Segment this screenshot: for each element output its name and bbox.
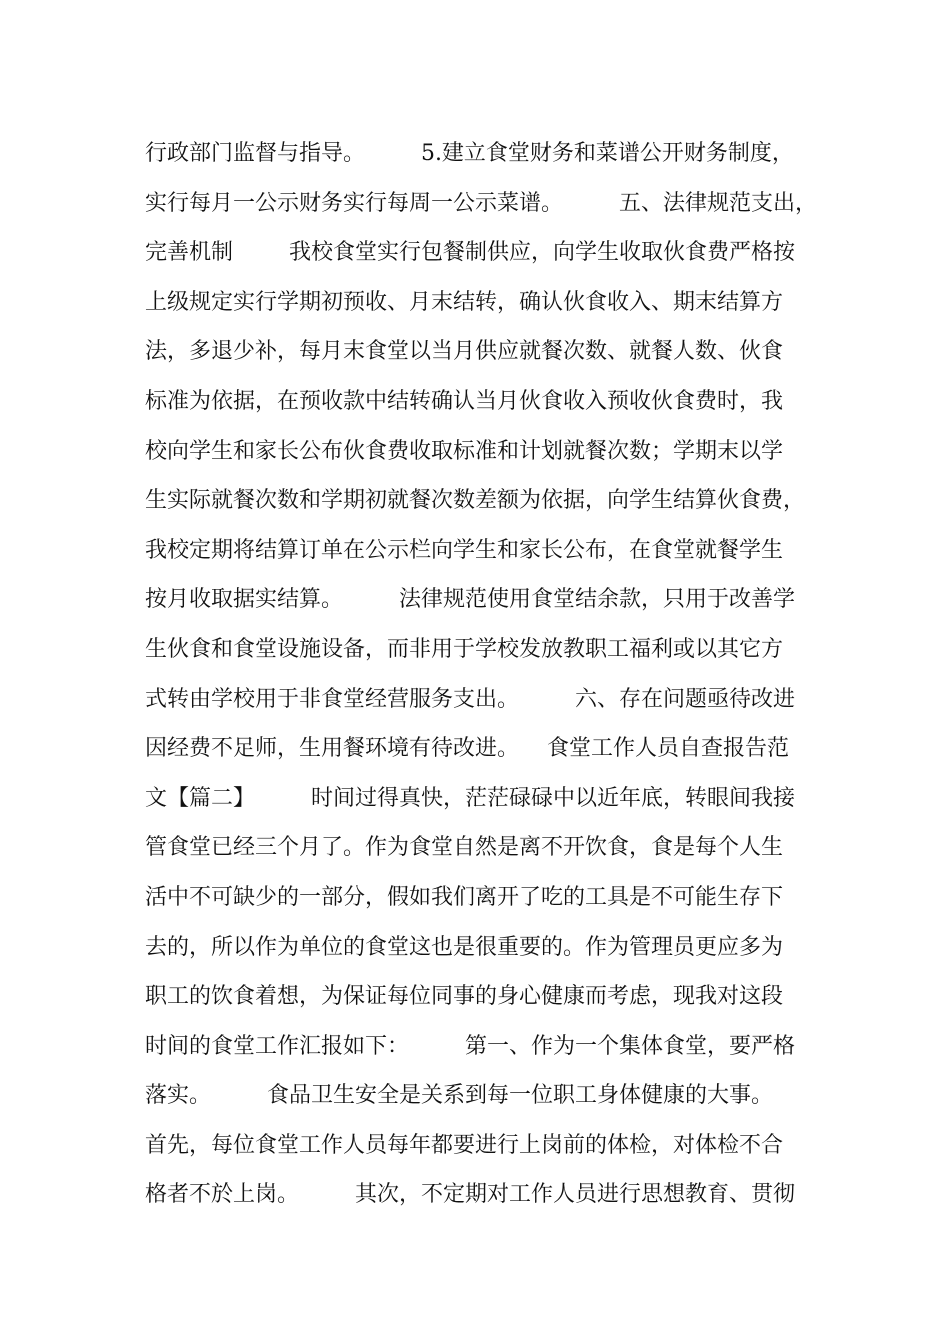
text-line: 生伙食和食堂设施设备，而非用于学校发放教职工福利或以其它方 xyxy=(145,636,784,662)
text-line: 按月收取据实结算。 法律规范使用食堂结余款，只用于改善学 xyxy=(145,587,795,613)
text-line: 标准为依据，在预收款中结转确认当月伙食收入预收伙食费时，我 xyxy=(145,388,784,414)
text-line: 行政部门监督与指导。 5.建立食堂财务和菜谱公开财务制度， xyxy=(145,141,794,166)
text-line: 完善机制 我校食堂实行包餐制供应，向学生收取伙食费严格按 xyxy=(145,240,795,266)
text-line: 校向学生和家长公布伙食费收取标准和计划就餐次数；学期末以学 xyxy=(145,438,784,464)
text-line: 法，多退少补，每月末食堂以当月供应就餐次数、就餐人数、伙食 xyxy=(145,339,784,365)
text-line: 落实。 食品卫生安全是关系到每一位职工身体健康的大事。 xyxy=(145,1083,773,1109)
text-line: 时间的食堂工作汇报如下： 第一、作为一个集体食堂，要严格 xyxy=(145,1033,795,1059)
text-line: 去的，所以作为单位的食堂这也是很重要的。作为管理员更应多为 xyxy=(145,934,784,960)
text-line: 职工的饮食着想，为保证每位同事的身心健康而考虑，现我对这段 xyxy=(145,984,784,1010)
text-line: 式转由学校用于非食堂经营服务支出。 六、存在问题亟待改进 xyxy=(145,686,795,712)
text-line: 上级规定实行学期初预收、月末结转，确认伙食收入、期末结算方 xyxy=(145,289,784,315)
text-line: 生实际就餐次数和学期初就餐次数差额为依据，向学生结算伙食费， xyxy=(145,488,806,514)
text-line: 管食堂已经三个月了。作为食堂自然是离不开饮食，食是每个人生 xyxy=(145,835,784,861)
text-line: 我校定期将结算订单在公示栏向学生和家长公布，在食堂就餐学生 xyxy=(145,537,784,563)
text-line: 格者不於上岗。 其次，不定期对工作人员进行思想教育、贯彻 xyxy=(145,1182,795,1208)
text-line: 因经费不足师，生用餐环境有待改进。 食堂工作人员自查报告范 xyxy=(145,736,789,762)
text-line: 活中不可缺少的一部分，假如我们离开了吃的工具是不可能生存下 xyxy=(145,884,784,910)
body-text xyxy=(145,129,835,1220)
text-line: 首先，每位食堂工作人员每年都要进行上岗前的体检，对体检不合 xyxy=(145,1132,784,1158)
text-line: 实行每月一公示财务实行每周一公示菜谱。 五、法律规范支出， xyxy=(145,190,817,216)
text-line: 文【篇二】 时间过得真快，茫茫碌碌中以近年底，转眼间我接 xyxy=(145,785,795,811)
